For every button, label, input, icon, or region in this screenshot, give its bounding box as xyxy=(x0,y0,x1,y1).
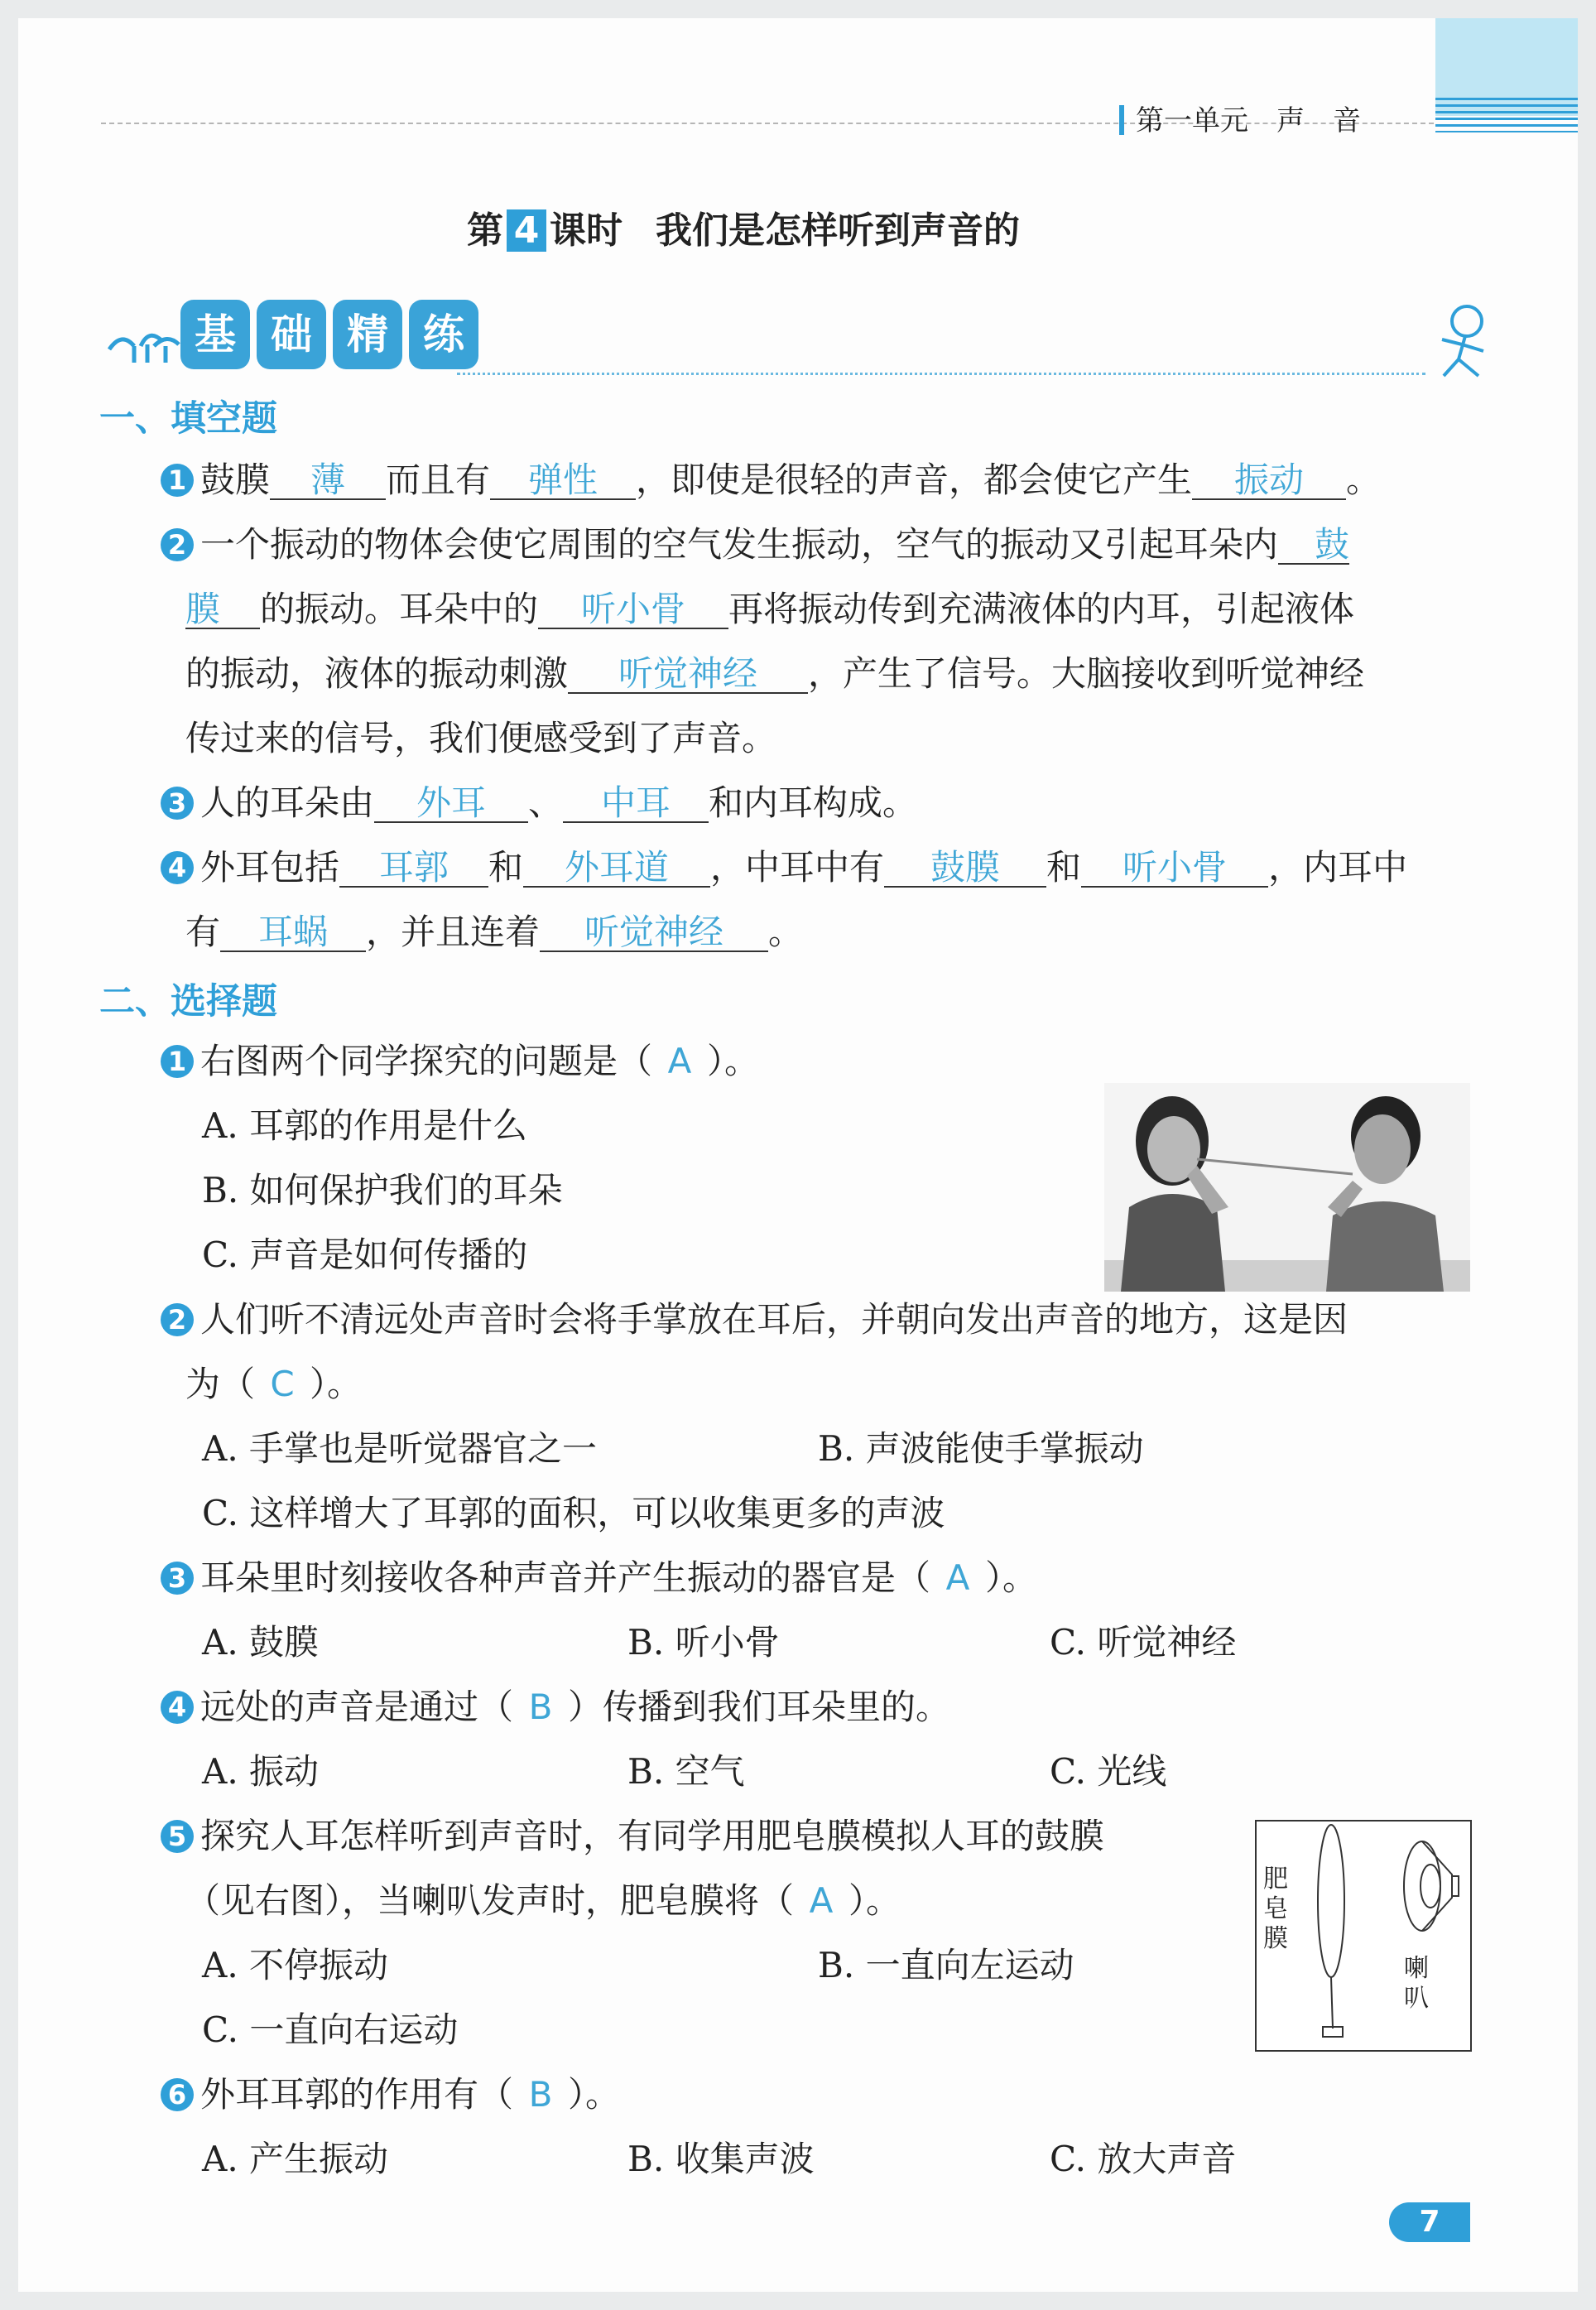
choice-q3-option-a: A. 鼓膜 xyxy=(202,1622,320,1663)
header-bar-icon xyxy=(1119,105,1124,135)
choice-q2-option-c: C. 这样增大了耳郭的面积，可以收集更多的声波 xyxy=(202,1493,945,1533)
choice-q1-option-c: C. 声音是如何传播的 xyxy=(202,1234,528,1275)
choice-q3-option-c: C. 听觉神经 xyxy=(1050,1622,1237,1663)
choice-answer: B xyxy=(528,1687,553,1727)
section-title-fill: 一、填空题 xyxy=(99,398,277,440)
section-title-choice: 二、选择题 xyxy=(99,981,277,1023)
fill-q4: 4 外耳包括 耳郭 和 外耳道 ，中耳中有 鼓膜 和 听小骨 ，内耳中 xyxy=(161,845,1407,891)
answer-blank: 外耳 xyxy=(374,785,528,823)
header-stripes xyxy=(1435,98,1578,132)
choice-q5-option-b: B. 一直向左运动 xyxy=(818,1945,1074,1985)
choice-q6-option-b: B. 收集声波 xyxy=(627,2139,815,2179)
lesson-title-text: 我们是怎样听到声音的 xyxy=(656,209,1020,252)
choice-answer: A xyxy=(667,1041,692,1081)
soap-film-figure xyxy=(1255,1820,1472,2052)
answer-blank: 外耳道 xyxy=(523,849,710,888)
choice-q3: 3 耳朵里时刻接收各种声音并产生振动的器官是（ A ）。 xyxy=(161,1555,1037,1601)
fill-q2-line3: 的振动，液体的振动刺激 听觉神经 ，产生了信号。大脑接收到听觉神经 xyxy=(185,653,1365,694)
choice-q5-option-c: C. 一直向右运动 xyxy=(202,2009,459,2050)
choice-q1: 1 右图两个同学探究的问题是（ A ）。 xyxy=(161,1038,759,1085)
answer-blank: 耳郭 xyxy=(339,849,488,888)
choice-answer: B xyxy=(528,2074,553,2115)
choice-q1-option-a: A. 耳郭的作用是什么 xyxy=(202,1105,528,1146)
answer-blank: 听觉神经 xyxy=(540,914,768,952)
choice-q6: 6 外耳耳郭的作用有（ B ）。 xyxy=(161,2072,620,2118)
fill-q4-line2: 有 耳蜗 ，并且连着 听觉神经 。 xyxy=(185,912,804,952)
choice-q2: 2 人们听不清远处声音时会将手掌放在耳后，并朝向发出声音的地方，这是因 xyxy=(161,1297,1348,1343)
choice-q6-option-c: C. 放大声音 xyxy=(1050,2139,1237,2179)
banner-title: 基 础 精 练 xyxy=(180,300,485,369)
choice-q4-option-b: B. 空气 xyxy=(627,1751,745,1792)
choice-answer: A xyxy=(945,1557,970,1598)
choice-q2-line2: 为（ C ）。 xyxy=(185,1361,362,1408)
answer-blank: 鼓 xyxy=(1278,527,1349,565)
running-kid-icon xyxy=(1425,300,1500,386)
choice-q5: 5 探究人耳怎样听到声音时，有同学用肥皂膜模拟人耳的鼓膜 xyxy=(161,1813,1104,1860)
choice-q4-option-a: A. 振动 xyxy=(202,1751,320,1792)
page-number: 7 xyxy=(1389,2202,1470,2242)
answer-blank: 耳蜗 xyxy=(220,914,366,952)
answer-blank: 弹性 xyxy=(490,462,636,500)
answer-blank: 薄 xyxy=(270,462,386,500)
answer-blank: 听小骨 xyxy=(538,591,728,629)
choice-q5-option-a: A. 不停振动 xyxy=(202,1945,389,1985)
unit-label: 第一单元 xyxy=(1136,104,1248,137)
fill-q2-line4: 传过来的信号，我们便感受到了声音。 xyxy=(185,718,777,758)
choice-q6-option-a: A. 产生振动 xyxy=(202,2139,389,2179)
header-unit xyxy=(1119,98,1361,138)
fill-q2: 2 一个振动的物体会使它周围的空气发生振动，空气的振动又引起耳朵内 鼓 xyxy=(161,522,1349,568)
workbook-page xyxy=(18,18,1578,2292)
lesson-title: 第 4 课时 我们是怎样听到声音的 xyxy=(467,209,1020,252)
answer-blank: 膜 xyxy=(185,591,260,629)
answer-blank: 鼓膜 xyxy=(884,849,1046,888)
choice-q5-line2: （见右图），当喇叭发声时，肥皂膜将（ A ）。 xyxy=(185,1878,901,1924)
choice-q3-option-b: B. 听小骨 xyxy=(627,1622,780,1663)
lesson-number-badge: 4 xyxy=(507,209,546,252)
choice-answer: C xyxy=(270,1364,295,1404)
fill-q1: 1 鼓膜 薄 而且有 弹性 ，即使是很轻的声音，都会使它产生 振动 。 xyxy=(161,457,1381,503)
figure-label-soap-film: 肥皂膜 xyxy=(1263,1865,1288,1953)
choice-q4-option-c: C. 光线 xyxy=(1050,1751,1167,1792)
choice-q4: 4 远处的声音是通过（ B ）传播到我们耳朵里的。 xyxy=(161,1684,950,1730)
fill-q3: 3 人的耳朵由 外耳 、 中耳 和内耳构成。 xyxy=(161,780,917,826)
figure-label-speaker: 喇叭 xyxy=(1404,1954,1429,2013)
fill-q2-line2: 膜 的振动。耳朵中的 听小骨 再将振动传到充满液体的内耳，引起液体 xyxy=(185,589,1355,629)
choice-q2-option-a: A. 手掌也是听觉器官之一 xyxy=(202,1428,598,1469)
students-photo xyxy=(1104,1083,1470,1295)
answer-blank: 振动 xyxy=(1192,462,1346,500)
topic-label: 声 音 xyxy=(1276,104,1361,137)
choice-q2-option-b: B. 声波能使手掌振动 xyxy=(818,1428,1144,1469)
answer-blank: 听小骨 xyxy=(1081,849,1268,888)
answer-blank: 听觉神经 xyxy=(568,656,808,694)
choice-q1-option-b: B. 如何保护我们的耳朵 xyxy=(202,1170,563,1210)
sprout-icon xyxy=(101,316,184,369)
choice-answer: A xyxy=(809,1880,834,1921)
answer-blank: 中耳 xyxy=(563,785,709,823)
banner-dotted-rule xyxy=(457,373,1425,375)
